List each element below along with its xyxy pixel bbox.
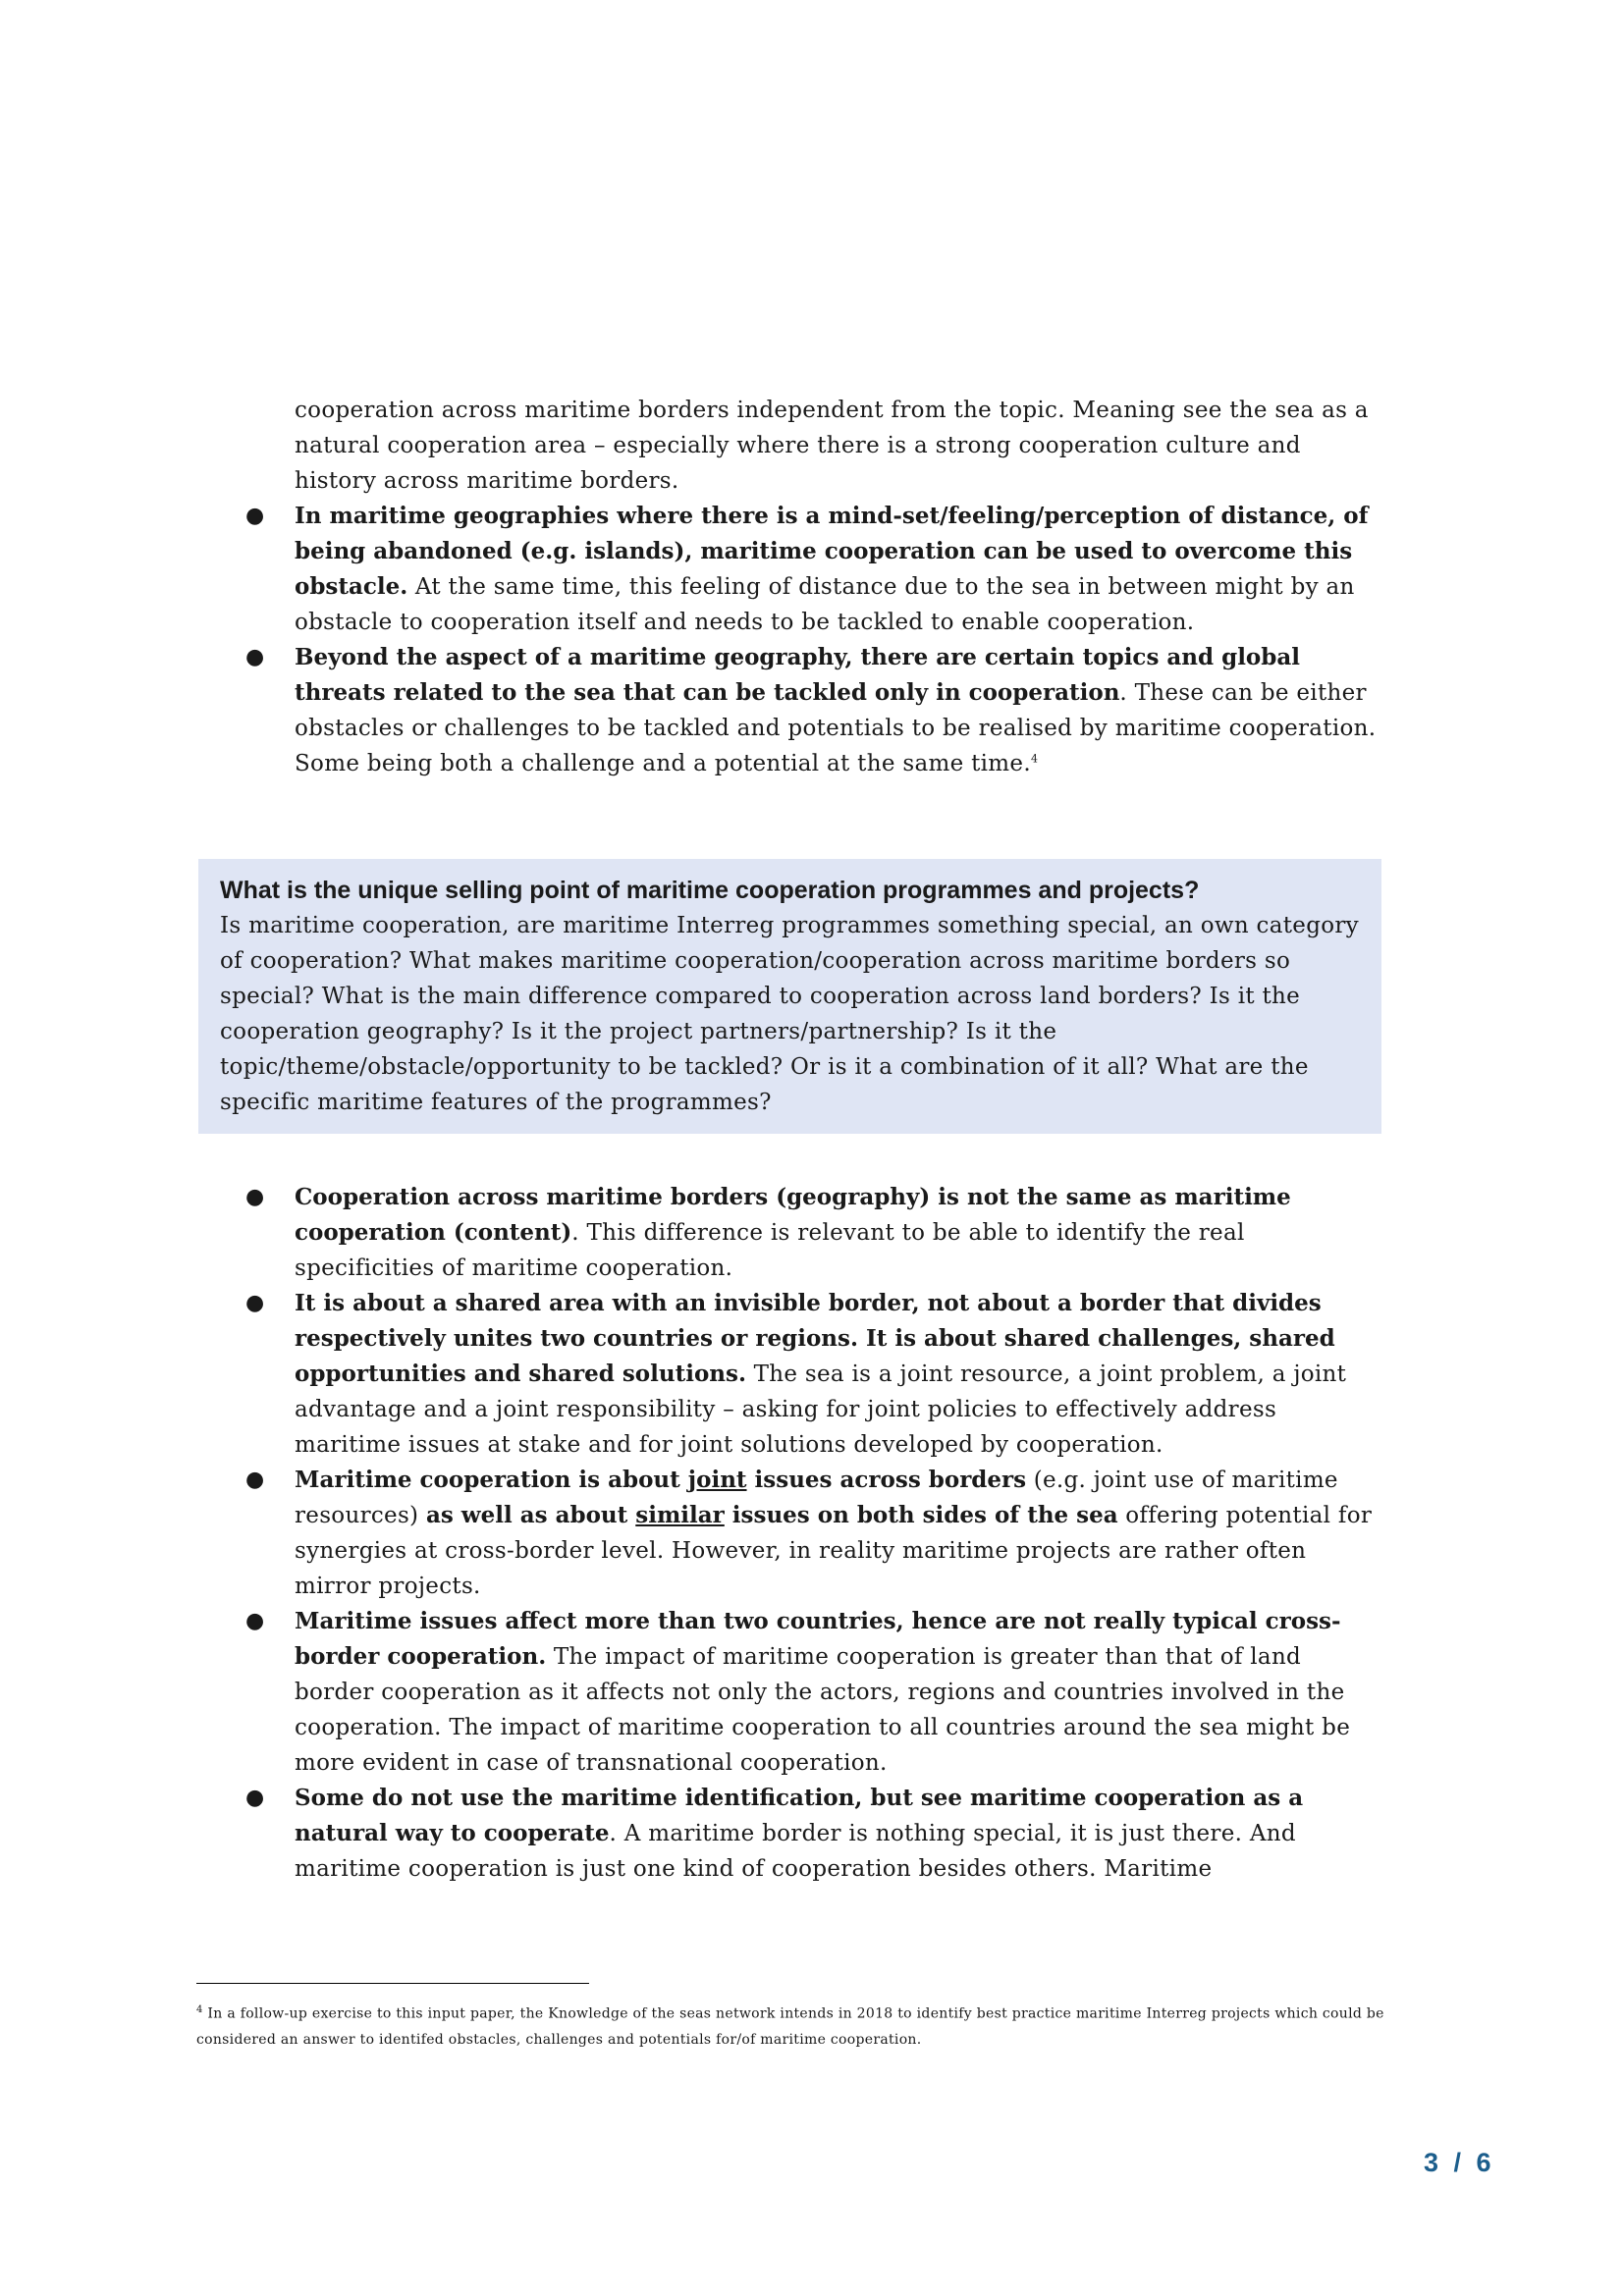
bullet-bold-text: In maritime geographies where there is a mind-set/feeling/perception of distance, of being abandoned (e.g. islands), maritime cooperation can be used to overcome this obstacle.: [295, 503, 1369, 600]
page-number: 3 / 6: [1424, 2148, 1495, 2177]
bullet-text: offering potential for synergies at cross-border level. However, in reality maritime projects are rather often mirror projects.: [295, 1503, 1373, 1599]
footnote: [196, 1998, 1394, 2053]
underlined-word: similar: [635, 1502, 725, 1528]
bullet-text: . This difference is relevant to be able to identify the real specificities of maritime cooperation.: [295, 1220, 1245, 1281]
bullet-icon: ●: [245, 1468, 265, 1492]
bullet-bold-text: [426, 1502, 1118, 1528]
question-box: [198, 859, 1381, 1134]
list-item: [245, 499, 1384, 640]
bullet-bold-text: It is about a shared area with an invisible border, not about a border that divides respectively unites two countries or regions. It is about shared challenges, shared opportunities and shared solutions.: [295, 1290, 1335, 1387]
bullet-bold-text: Maritime issues affect more than two countries, hence are not really typical cross-border cooperation.: [295, 1608, 1341, 1670]
list-item: [245, 1604, 1384, 1781]
footnote-number: 4: [196, 2004, 203, 2015]
bullet-bold-text: Cooperation across maritime borders (geography) is not the same as maritime cooperation (content): [295, 1184, 1291, 1246]
bold-segment: issues on both sides of the sea: [724, 1502, 1118, 1528]
list-item: [245, 640, 1384, 781]
underlined-word: joint: [687, 1467, 747, 1493]
bullet-text: The impact of maritime cooperation is greater than that of land border cooperation as it affects not only the actors, regions and countries involved in the cooperation. The impact of maritime cooperation to all countries around the sea might be more evident in case of transnational cooperation.: [295, 1644, 1351, 1776]
footnote-divider: [196, 1983, 589, 1984]
bullet-icon: ●: [245, 1609, 265, 1633]
bullet-icon: ●: [245, 645, 265, 669]
bullet-list-top: [245, 499, 1384, 781]
list-item: [245, 1781, 1384, 1887]
bullet-icon: ●: [245, 1185, 265, 1209]
intro-paragraph: cooperation across maritime borders independent from the topic. Meaning see the sea as a natural cooperation area – especially where there is a strong cooperation culture and history across maritime borders.: [295, 398, 1369, 494]
box-body: Is maritime cooperation, are maritime Interreg programmes something special, an own category of cooperation? What makes maritime cooperation/cooperation across maritime borders so special? What is the main difference compared to cooperation across land borders? Is it the cooperation geography? Is it the project partners/partnership? Is it the topic/theme/obstacle/opportunity to be tackled? Or is it a combination of it all? What are the specific maritime features of the programmes?: [220, 913, 1359, 1115]
list-item: [245, 1463, 1384, 1604]
bullet-text: The sea is a joint resource, a joint problem, a joint advantage and a joint responsibility – asking for joint policies to effectively address maritime issues at stake and for joint solutions developed by cooperation.: [295, 1362, 1347, 1458]
bullet-bold-text: [295, 1467, 1026, 1493]
list-item: [245, 1286, 1384, 1463]
footnote-reference: 4: [1030, 752, 1039, 766]
bullet-bold-text: Some do not use the maritime identification, but see maritime cooperation as a natural way to cooperate: [295, 1785, 1304, 1846]
footnote-text: In a follow-up exercise to this input paper, the Knowledge of the seas network intends in 2018 to identify best practice maritime Interreg projects which could be considered an answer to identifed obstacles, challenges and potentials for/of maritime cooperation.: [196, 2005, 1384, 2048]
bold-segment: issues across borders: [746, 1467, 1027, 1493]
bullet-text: . A maritime border is nothing special, it is just there. And maritime cooperation is just one kind of cooperation besides others. Maritime: [295, 1821, 1296, 1882]
bullet-list-bottom: [245, 1180, 1384, 1887]
bullet-icon: ●: [245, 504, 265, 528]
bullet-icon: ●: [245, 1291, 265, 1315]
bullet-bold-text: Beyond the aspect of a maritime geography, there are certain topics and global threats related to the sea that can be tackled only in cooperation: [295, 644, 1300, 706]
bullet-icon: ●: [245, 1786, 265, 1810]
bullet-text: . These can be either obstacles or challenges to be tackled and potentials to be realised by maritime cooperation. Some being both a challenge and a potential at the same time.: [295, 680, 1377, 776]
bold-segment: as well as about: [425, 1502, 636, 1528]
bold-segment: Maritime cooperation is about: [295, 1467, 688, 1493]
bullet-text: (e.g. joint use of maritime resources): [295, 1468, 1338, 1528]
box-title: What is the unique selling point of maritime cooperation programmes and projects?: [220, 877, 1200, 904]
list-item: [245, 1180, 1384, 1286]
bullet-text: At the same time, this feeling of distance due to the sea in between might by an obstacle to cooperation itself and needs to be tackled to enable cooperation.: [295, 574, 1355, 635]
